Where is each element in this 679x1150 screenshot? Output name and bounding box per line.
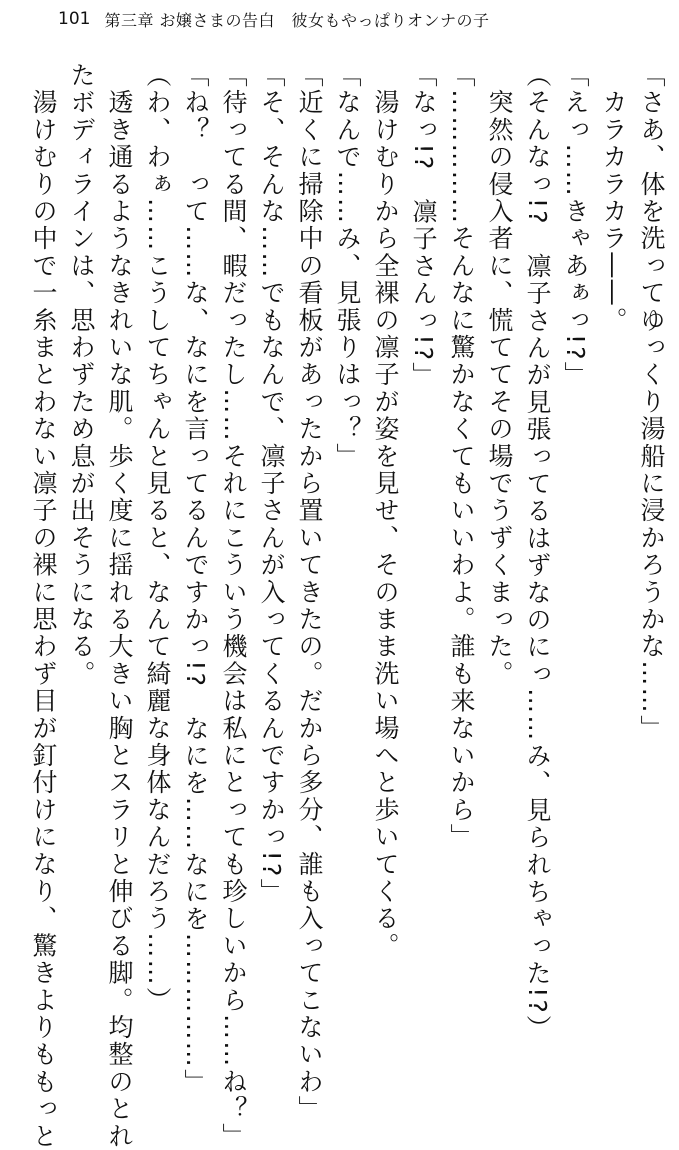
text-line: 「えっ……きゃあぁっ!?」: [561, 62, 590, 389]
vertical-text-body: [29, 62, 670, 1150]
text-line: 透き通るようなきれいな肌。歩く度に揺れる大きい胸とスラリと伸びる脚。均整のとれ: [105, 62, 134, 1150]
text-line: 「ね？ って……な、なにを言ってるんですかっ!? なにを……なにを……………」: [181, 62, 210, 1097]
text-line: たボディラインは、思わずため息が出そうになる。: [67, 62, 96, 688]
text-line: 突然の侵入者に、慌ててその場でうずくまった。: [485, 62, 514, 688]
text-line: 「そ、そんな……でもなんで、凛子さんが入ってくるんですかっ!?」: [257, 62, 286, 906]
text-line: 「なっ!? 凛子さんっ!?」: [409, 62, 438, 390]
text-line: 湯けむりから全裸の凛子が姿を見せ、そのまま洗い場へと歩いてくる。: [371, 62, 400, 960]
text-line: 「さあ、体を洗ってゆっくり湯船に浸かろうかな……」: [637, 62, 666, 742]
text-line: （そんなっ!? 凛子さんが見張ってるはずなのにっ……み、見られちゃった!?）: [523, 62, 552, 1043]
chapter-running-title: 第三章 お嬢さまの告白 彼女もやっぱりオンナの子: [104, 10, 490, 30]
page-number: 101: [58, 9, 91, 29]
text-line: 「待ってる間、暇だったし……それにこういう機会は私にとっても珍しいから……ね？」: [219, 62, 248, 1150]
text-line: カラカラカラ――。: [599, 62, 628, 334]
text-line: 「近くに掃除中の看板があったから置いてきたの。だから多分、誰も入ってこないわ」: [295, 62, 324, 1123]
page-header: [58, 6, 490, 32]
text-line: 湯けむりの中で一糸まとわない凛子の裸に思わず目が釘付けになり、驚きよりももっと: [29, 62, 58, 1150]
text-line: 「……………そんなに驚かなくてもいいわよ。誰も来ないから」: [447, 62, 476, 851]
text-line: （わ、わぁ……こうしてちゃんと見ると、なんて綺麗な身体なんだろう……）: [143, 62, 172, 1014]
text-line: 「なんで……み、見張りはっ？」: [333, 62, 362, 470]
